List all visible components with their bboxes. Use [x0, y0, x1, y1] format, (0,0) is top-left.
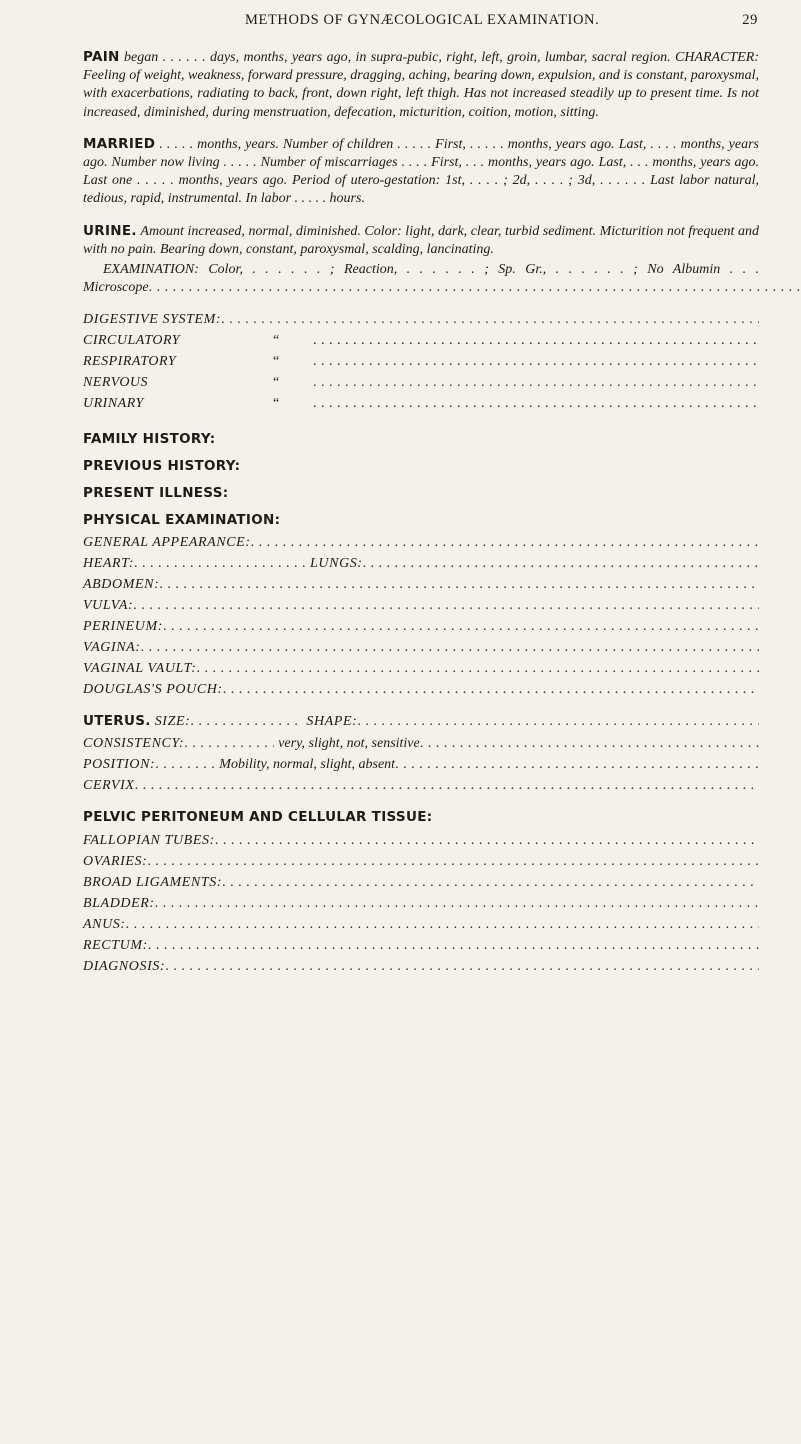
pain-label: PAIN: [83, 49, 120, 65]
pain-text: began . . . . . . days, months, years ago, in supra-pubic, right, left, groin, lumbar, sacral region. CHARACTER: Feeling of weight, weakness, forward pressure, dragging, aching, bearing down, expulsion, and is constant, paroxysmal, with exacerbations, radiating to back, front, down right, left thigh. Has not increased steadily up to present time. Is not increased, diminished, during menstruation, defecation, micturition, coition, motion, sitting.: [83, 50, 759, 120]
married-label: MARRIED: [83, 135, 156, 152]
field-vagina: VAGINA: . . .: [83, 639, 759, 660]
field-general-appearance: GENERAL APPEARANCE: . . .: [83, 534, 759, 555]
system-row-respiratory: [83, 353, 759, 374]
physical-exam-heading: PHYSICAL EXAMINATION:: [83, 512, 281, 529]
urine-exam-text: EXAMINATION: Color, . . . . . . ; Reaction, . . . . . . ; Sp. Gr., . . . . . . ; No Albumin . . . Microscope: [83, 262, 759, 296]
position-options: Mobility, normal, slight, absent: [219, 757, 396, 773]
family-history-heading: FAMILY HISTORY:: [83, 431, 216, 448]
field-ovaries: OVARIES: . . .: [83, 853, 759, 874]
ditto-mark: “: [273, 354, 280, 370]
field-douglas-pouch: DOUGLAS'S POUCH: . . .: [83, 681, 759, 702]
heart-label: HEART:: [83, 556, 135, 572]
present-illness-heading: PRESENT ILLNESS:: [83, 485, 229, 502]
pain-section: [83, 48, 759, 122]
ditto-mark: “: [273, 396, 280, 412]
page-header-title: METHODS OF GYNÆCOLOGICAL EXAMINATION.: [245, 12, 600, 28]
ditto-mark: “: [273, 375, 280, 391]
consistency-label: CONSISTENCY:: [83, 736, 185, 752]
field-vulva: VULVA: . . .: [83, 597, 759, 618]
system-name: DIGESTIVE SYSTEM:: [83, 312, 222, 328]
urine-label: URINE.: [83, 222, 137, 239]
field-perineum: PERINEUM: . . .: [83, 618, 759, 639]
system-name: URINARY: [83, 396, 144, 412]
field-rectum: RECTUM: . . .: [83, 937, 759, 958]
pelvic-heading: PELVIC PERITONEUM AND CELLULAR TISSUE:: [83, 809, 433, 826]
field-vaginal-vault: VAGINAL VAULT: . . .: [83, 660, 759, 681]
page-number: 29: [742, 12, 758, 28]
married-text: . . . . . months, years. Number of children . . . . . First, . . . . . months, years ago. Last, . . . . months, years ago. Number now living . . . . . Number of miscarriages . . . . First, . . . months, years ago. Last, . . . months, years ago. Last one . . . . . months, years ago. Period of utero-gestation: 1st, . . . . ; 2d, . . . . ; 3d, . . . . . . Last labor natural, tedious, rapid, instrumental. In labor . . . . . hours.: [83, 136, 760, 207]
system-name: RESPIRATORY: [83, 354, 177, 370]
field-bladder: BLADDER: . . .: [83, 895, 759, 916]
consistency-options: very, slight, not, sensitive: [278, 736, 420, 752]
married-section: [83, 135, 759, 209]
field-consistency: [83, 735, 759, 756]
system-row-nervous: [83, 374, 759, 395]
size-label: SIZE:: [154, 714, 191, 730]
system-name: NERVOUS: [83, 375, 149, 391]
uterus-size-shape: [83, 712, 759, 735]
lungs-label: LUNGS:: [310, 556, 363, 572]
position-label: POSITION:: [83, 757, 156, 773]
system-row-circulatory: [83, 332, 759, 353]
field-abdomen: ABDOMEN: . . .: [83, 576, 759, 597]
uterus-heading: UTERUS.: [83, 713, 151, 730]
urine-exam: [83, 261, 759, 297]
ditto-mark: “: [273, 333, 280, 349]
system-row-urinary: [83, 395, 759, 416]
field-position: [83, 756, 759, 777]
urine-section: [83, 222, 759, 259]
previous-history-heading: PREVIOUS HISTORY:: [83, 458, 241, 475]
urine-text: Amount increased, normal, diminished. Color: light, dark, clear, turbid sediment. Micturition not frequent and with no pain. Bearing down, constant, paroxysmal, scalding, lancinating.: [83, 223, 759, 257]
form-content: [83, 48, 759, 979]
field-heart-lungs: [83, 555, 759, 576]
field-anus: ANUS: . . .: [83, 916, 759, 937]
field-diagnosis: DIAGNOSIS: . . .: [83, 958, 759, 979]
system-row-digestive: [83, 311, 759, 332]
field-cervix: CERVIX . . .: [83, 777, 759, 798]
field-broad-ligaments: BROAD LIGAMENTS: . . .: [83, 874, 759, 895]
field-fallopian-tubes: FALLOPIAN TUBES: . . .: [83, 832, 759, 853]
shape-label: SHAPE:: [306, 714, 358, 730]
system-name: CIRCULATORY: [83, 333, 181, 349]
